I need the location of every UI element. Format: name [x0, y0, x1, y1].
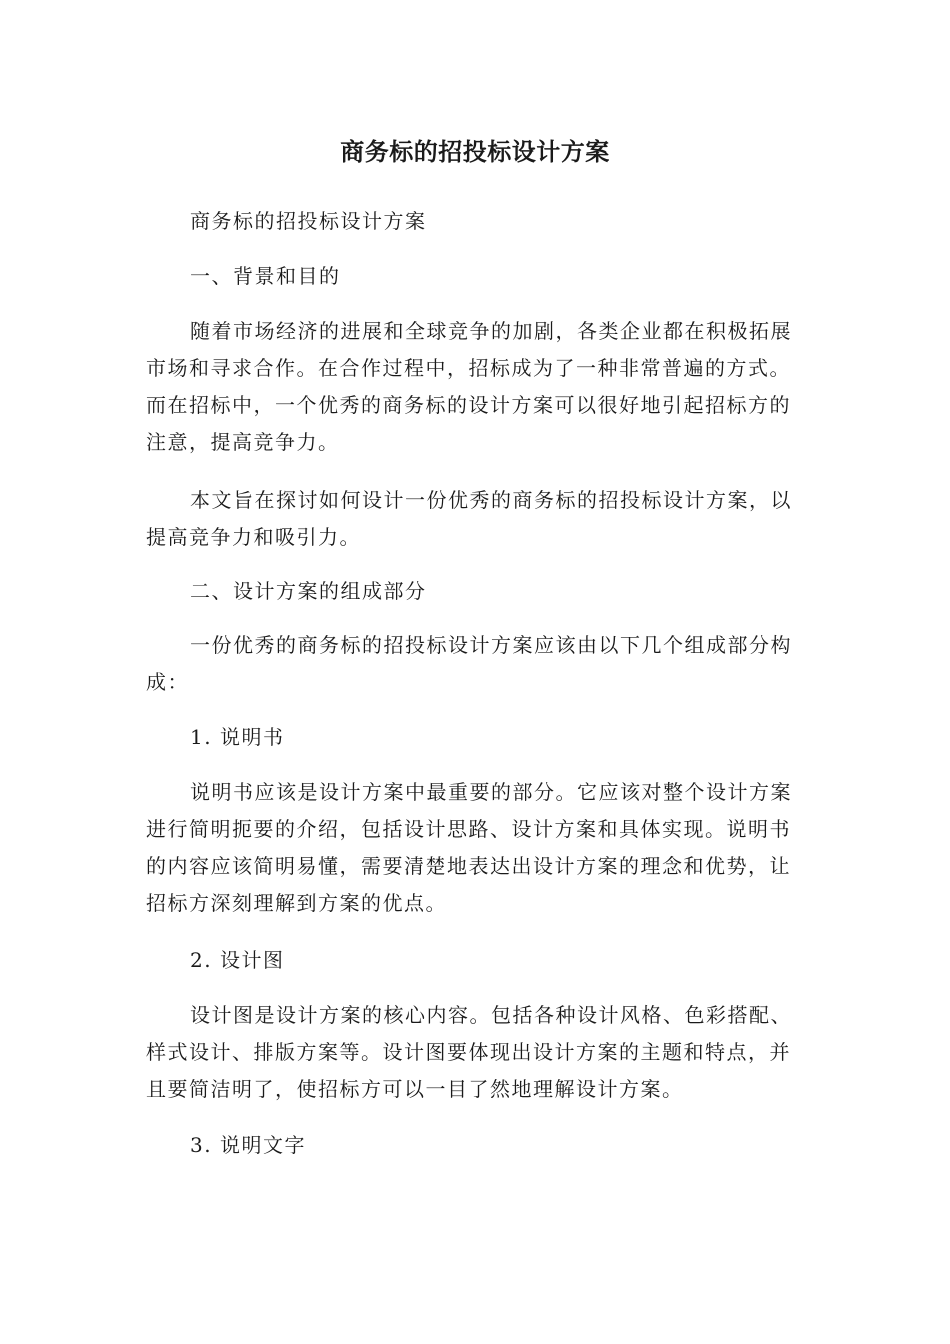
paragraph-components-intro: 一份优秀的商务标的招投标设计方案应该由以下几个组成部分构成： — [146, 633, 792, 694]
paragraph-design-drawing: 设计图是设计方案的核心内容。包括各种设计风格、色彩搭配、样式设计、排版方案等。设计图要体现出设计方案的主题和特点，并且要简洁明了，使招标方可以一目了然地理解设计方案。 — [146, 1003, 792, 1101]
section-heading-components: 二、设计方案的组成部分 — [190, 579, 427, 603]
list-heading-manual: 1. 说明书 — [190, 725, 285, 749]
paragraph-background: 随着市场经济的进展和全球竞争的加剧，各类企业都在积极拓展市场和寻求合作。在合作过程中，招标成为了一种非常普遍的方式。而在招标中，一个优秀的商务标的设计方案可以很好地引起招标方的注意，提高竞争力。 — [146, 319, 792, 454]
list-heading-description-text: 3. 说明文字 — [190, 1133, 306, 1157]
list-heading-design-drawing: 2. 设计图 — [190, 948, 285, 972]
section-heading-background: 一、背景和目的 — [190, 264, 341, 288]
document-title: 商务标的招投标设计方案 — [340, 138, 610, 166]
paragraph-purpose: 本文旨在探讨如何设计一份优秀的商务标的招投标设计方案，以提高竞争力和吸引力。 — [146, 488, 792, 549]
paragraph-manual: 说明书应该是设计方案中最重要的部分。它应该对整个设计方案进行简明扼要的介绍，包括设计思路、设计方案和具体实现。说明书的内容应该简明易懂，需要清楚地表达出设计方案的理念和优势，让招标方深刻理解到方案的优点。 — [146, 780, 792, 915]
paragraph-subtitle: 商务标的招投标设计方案 — [190, 209, 427, 233]
